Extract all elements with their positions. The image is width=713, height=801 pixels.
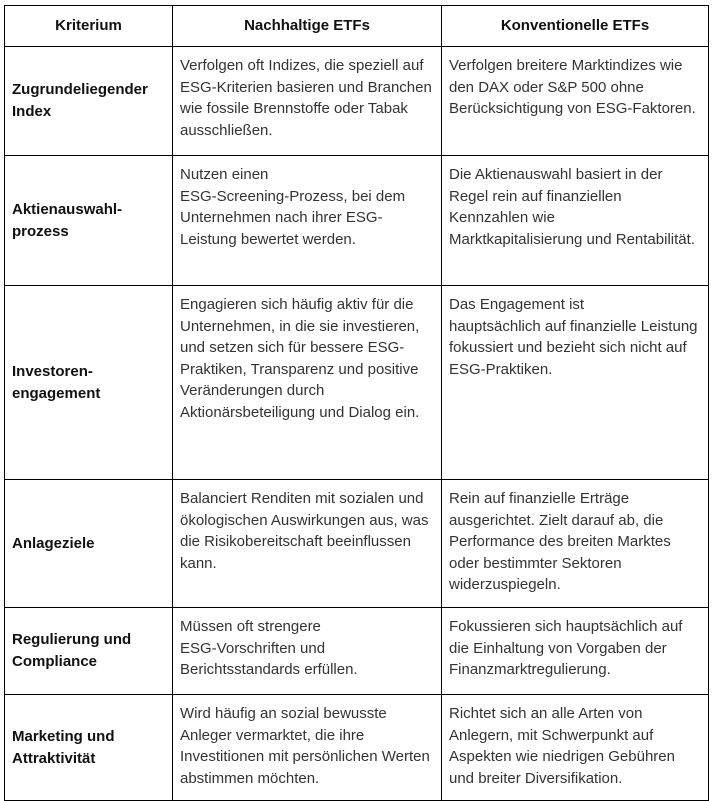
conventional-cell — [442, 286, 709, 480]
sustainable-text: Nutzen einen ESG-Screening-Prozess, bei dem Unternehmen nach ihrer ESG-Leistung bewertet werden. — [180, 166, 406, 248]
sustainable-cell: Verfolgen oft Indizes, die speziell auf ESG-Kriterien basieren und Branchen wie fossile Brennstoffe oder Tabak ausschließen. — [173, 47, 442, 156]
criterion-label: Regulierung und Compliance — [12, 631, 132, 670]
criterion-label: Marketing und Attraktivität — [12, 727, 115, 767]
header-criterion: Kriterium — [5, 6, 173, 47]
table-header-row — [5, 6, 709, 47]
conventional-text: Die Aktienauswahl basiert in der Regel rein auf finanziellen Kennzahlen wie Marktkapitalisierung und Rentabilität. — [449, 166, 695, 248]
sustainable-cell — [173, 156, 442, 286]
etf-comparison-table — [4, 5, 709, 801]
criterion-cell — [5, 47, 173, 156]
header-sustainable-etfs: Nachhaltige ETFs — [173, 6, 442, 47]
conventional-text: Das Engagement ist hauptsächlich auf finanzielle Leistung fokussiert und bezieht sich nicht auf ESG-Praktiken. — [449, 296, 698, 378]
sustainable-text: Müssen oft strengere ESG-Vorschriften und Berichtsstandards erfüllen. — [180, 618, 358, 679]
conventional-cell: Verfolgen breitere Marktindizes wie den DAX oder S&P 500 ohne Berücksichtigung von ESG-Faktoren. — [442, 47, 709, 156]
header-conventional-etfs: Konventionelle ETFs — [442, 6, 709, 47]
criterion-label: Aktienauswahl- prozess — [12, 200, 123, 240]
conventional-cell: Fokussieren sich hauptsächlich auf die Einhaltung von Vorgaben der Finanzmarktregulierung. — [442, 608, 709, 695]
conventional-cell — [442, 156, 709, 286]
table-row — [5, 286, 709, 480]
sustainable-cell: Engagieren sich häufig aktiv für die Unternehmen, in die sie investieren, und setzen sich für bessere ESG-Praktiken, Transparenz und positive Veränderungen durch Aktionärsbeteiligung und Dialog ein. — [173, 286, 442, 480]
criterion-cell — [5, 695, 173, 801]
criterion-cell: Anlageziele — [5, 480, 173, 608]
criterion-cell — [5, 286, 173, 480]
table-row — [5, 47, 709, 156]
criterion-label: Zugrundeliegender Index — [12, 81, 148, 120]
sustainable-cell — [173, 608, 442, 695]
conventional-cell: Richtet sich an alle Arten von Anlegern, mit Schwerpunkt auf Aspekten wie niedrigen Gebühren und breiter Diversifikation. — [442, 695, 709, 801]
table-row — [5, 608, 709, 695]
table-row — [5, 695, 709, 801]
conventional-cell: Rein auf finanzielle Erträge ausgerichtet. Zielt darauf ab, die Performance des breiten Marktes oder bestimmter Sektoren widerzuspiegeln. — [442, 480, 709, 608]
criterion-cell — [5, 156, 173, 286]
sustainable-cell: Wird häufig an sozial bewusste Anleger vermarktet, die ihre Investitionen mit persönlichen Werten abstimmen möchten. — [173, 695, 442, 801]
criterion-label: Investoren- engagement — [12, 362, 101, 402]
table-row — [5, 156, 709, 286]
criterion-cell — [5, 608, 173, 695]
table-row — [5, 480, 709, 608]
sustainable-cell: Balanciert Renditen mit sozialen und ökologischen Auswirkungen aus, was die Risikobereitschaft beeinflussen kann. — [173, 480, 442, 608]
comparison-table-container — [4, 5, 709, 801]
